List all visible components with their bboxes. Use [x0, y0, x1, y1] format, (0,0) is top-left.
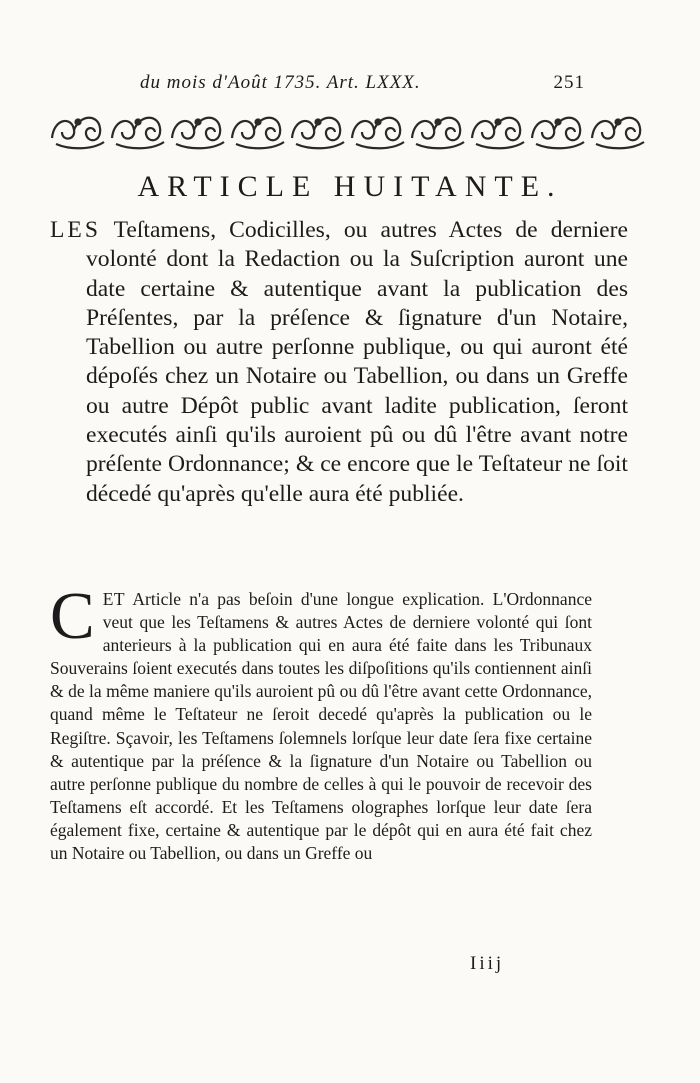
running-head-text: du mois d'Août 1735. Art. LXXX. [140, 72, 421, 93]
article-body: Teſtamens, Codicilles, ou autres Actes de derniere volonté dont la Redaction ou la Suſcription auront une date certaine & autentique avant la publication des Préſentes, par la préſence & ſignature d'un Notaire, Tabellion ou autre perſonne publique, ou qui auront été dépoſés chez un Notaire ou Tabellion, ou dans un Greffe ou autre Dépôt public avant ladite publication, ſeront executés ainſi qu'ils auroient pû ou dû l'être avant notre préſente Ordonnance; & ce encore que le Teſtateur ne ſoit décedé qu'après qu'elle aura été publiée. [86, 217, 628, 507]
catchword: Iiij [470, 953, 505, 974]
ornament-band [48, 108, 648, 152]
article-title: ARTICLE HUITANTE. [137, 170, 563, 203]
article-text [50, 216, 628, 509]
commentary-body: Article n'a pas beſoin d'une longue explication. L'Ordonnance veut que les Teſtamens & autres Actes de derniere volonté qui ſont anterieurs à la publication qui en aura été faite dans les Tribunaux Souverains ſoient executés dans toutes les diſpoſitions qu'ils contiennent ainſi & de la même maniere qu'ils auroient pû ou dû l'être avant cette Ordonnance, quand même le Teſtateur ne ſeroit decedé qu'après la publication ou le Regiſtre. Sçavoir, les Teſtamens ſolemnels lorſque leur date ſera fixe certaine & autentique par la préſence & la ſignature d'un Notaire ou Tabellion ou autre perſonne publique du nombre de celles à qui le pouvoir de recevoir des Teſtamens eſt accordé. Et les Teſtamens olographes lorſque leur date ſera également fixe, certaine & autentique par le dépôt qui en aura été fait chez un Notaire ou Tabellion, ou dans un Greffe ou [50, 589, 592, 864]
commentary-text [50, 579, 592, 865]
running-head [140, 72, 585, 94]
article-lead-word: LES [50, 217, 101, 243]
page-number: 251 [553, 72, 585, 93]
first-word-rest: ET [102, 589, 126, 609]
drop-cap: C [50, 579, 95, 653]
